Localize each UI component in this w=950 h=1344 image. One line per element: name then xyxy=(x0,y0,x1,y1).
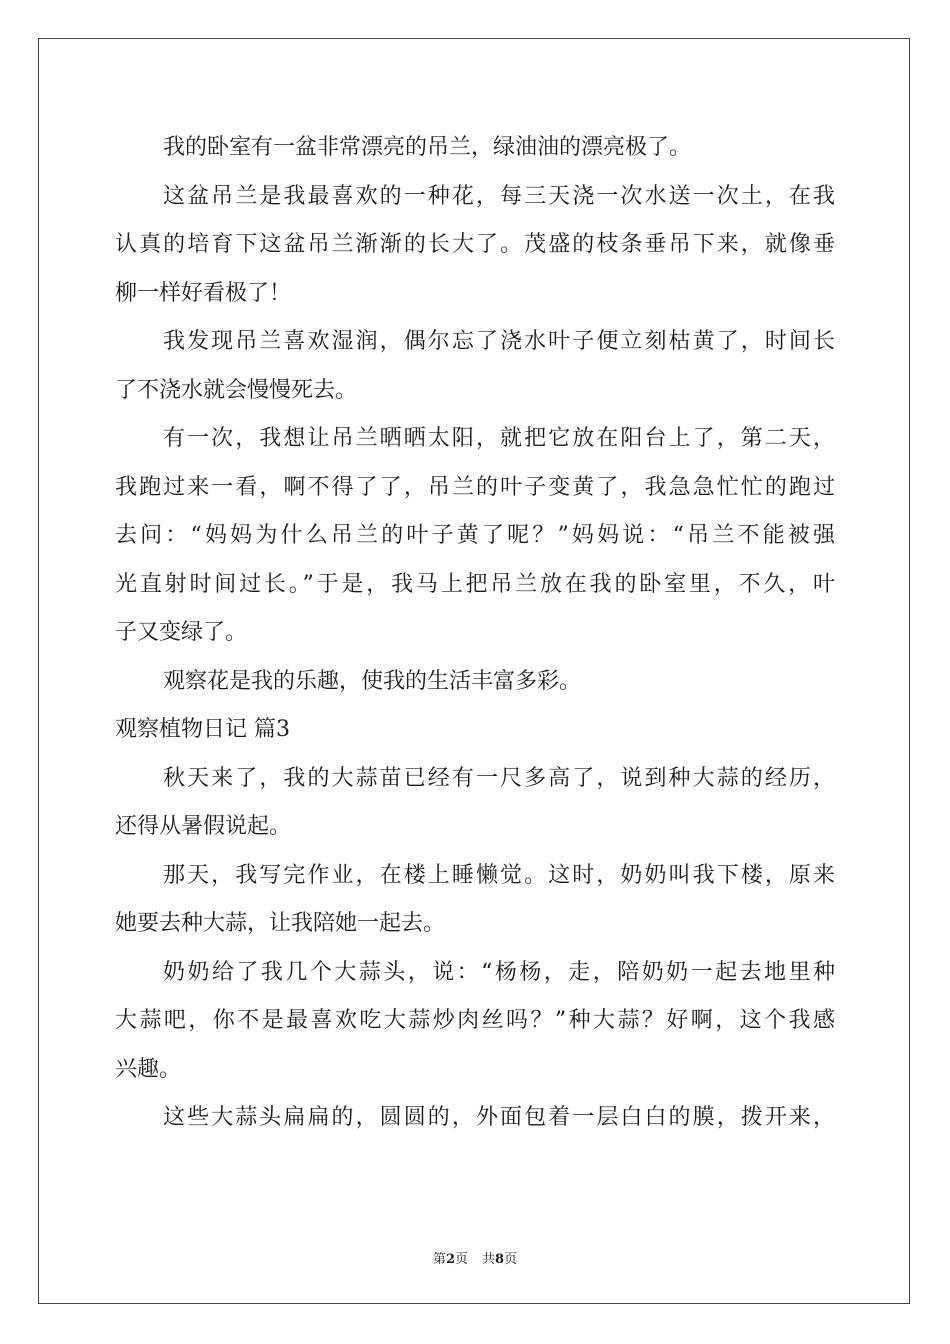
text-line: 光直射时间过长。”于是，我马上把吊兰放在我的卧室里，不久，叶 xyxy=(115,571,835,597)
text-line: 她要去种大蒜，让我陪她一起去。 xyxy=(115,911,446,936)
page-suffix: 页 xyxy=(454,1252,468,1267)
text-line: 兴趣。 xyxy=(115,1056,182,1082)
text-line: 我的卧室有一盆非常漂亮的吊兰，绿油油的漂亮极了。 xyxy=(163,135,692,160)
text-line: 这盆吊兰是我最喜欢的一种花，每三天浇一次水送一次土，在我 xyxy=(163,183,835,209)
text-line: 柳一样好看极了！ xyxy=(115,280,292,306)
text-line: 我跑过来一看，啊不得了了，吊兰的叶子变黄了，我急急忙忙的跑过 xyxy=(115,474,835,500)
page-footer xyxy=(0,1248,950,1267)
document-body xyxy=(115,124,835,1143)
text-line: 秋天来了，我的大蒜苗已经有一尺多高了，说到种大蒜的经历， xyxy=(163,765,835,791)
section-heading: 观察植物日记 篇3 xyxy=(115,717,290,742)
text-line: 了不浇水就会慢慢死去。 xyxy=(115,377,358,403)
total-prefix: 共 xyxy=(482,1252,496,1267)
text-line: 那天，我写完作业，在楼上睡懒觉。这时，奶奶叫我下楼，原来 xyxy=(163,862,835,888)
text-line: 还得从暑假说起。 xyxy=(115,814,292,839)
page-number: 2 xyxy=(445,1252,455,1267)
text-line: 子又变绿了。 xyxy=(115,620,248,645)
text-line: 我发现吊兰喜欢湿润，偶尔忘了浇水叶子便立刻枯黄了，时间长 xyxy=(163,329,835,354)
text-line: 认真的培育下这盆吊兰渐渐的长大了。茂盛的枝条垂吊下来，就像垂 xyxy=(115,232,835,257)
text-line: 有一次，我想让吊兰晒晒太阳，就把它放在阳台上了，第二天， xyxy=(163,426,835,451)
total-suffix: 页 xyxy=(504,1252,518,1267)
text-line: 观察花是我的乐趣，使我的生活丰富多彩。 xyxy=(163,668,582,694)
text-line: 奶奶给了我几个大蒜头，说：“杨杨，走，陪奶奶一起去地里种 xyxy=(163,959,835,985)
text-line: 大蒜吧，你不是最喜欢吃大蒜炒肉丝吗？”种大蒜？好啊，这个我感 xyxy=(115,1008,835,1033)
total-pages: 8 xyxy=(495,1252,505,1267)
text-line: 这些大蒜头扁扁的，圆圆的，外面包着一层白白的膜，拨开来， xyxy=(163,1105,835,1130)
text-line: 去问：“妈妈为什么吊兰的叶子黄了呢？”妈妈说：“吊兰不能被强 xyxy=(115,523,835,548)
page-prefix: 第 xyxy=(432,1252,446,1267)
